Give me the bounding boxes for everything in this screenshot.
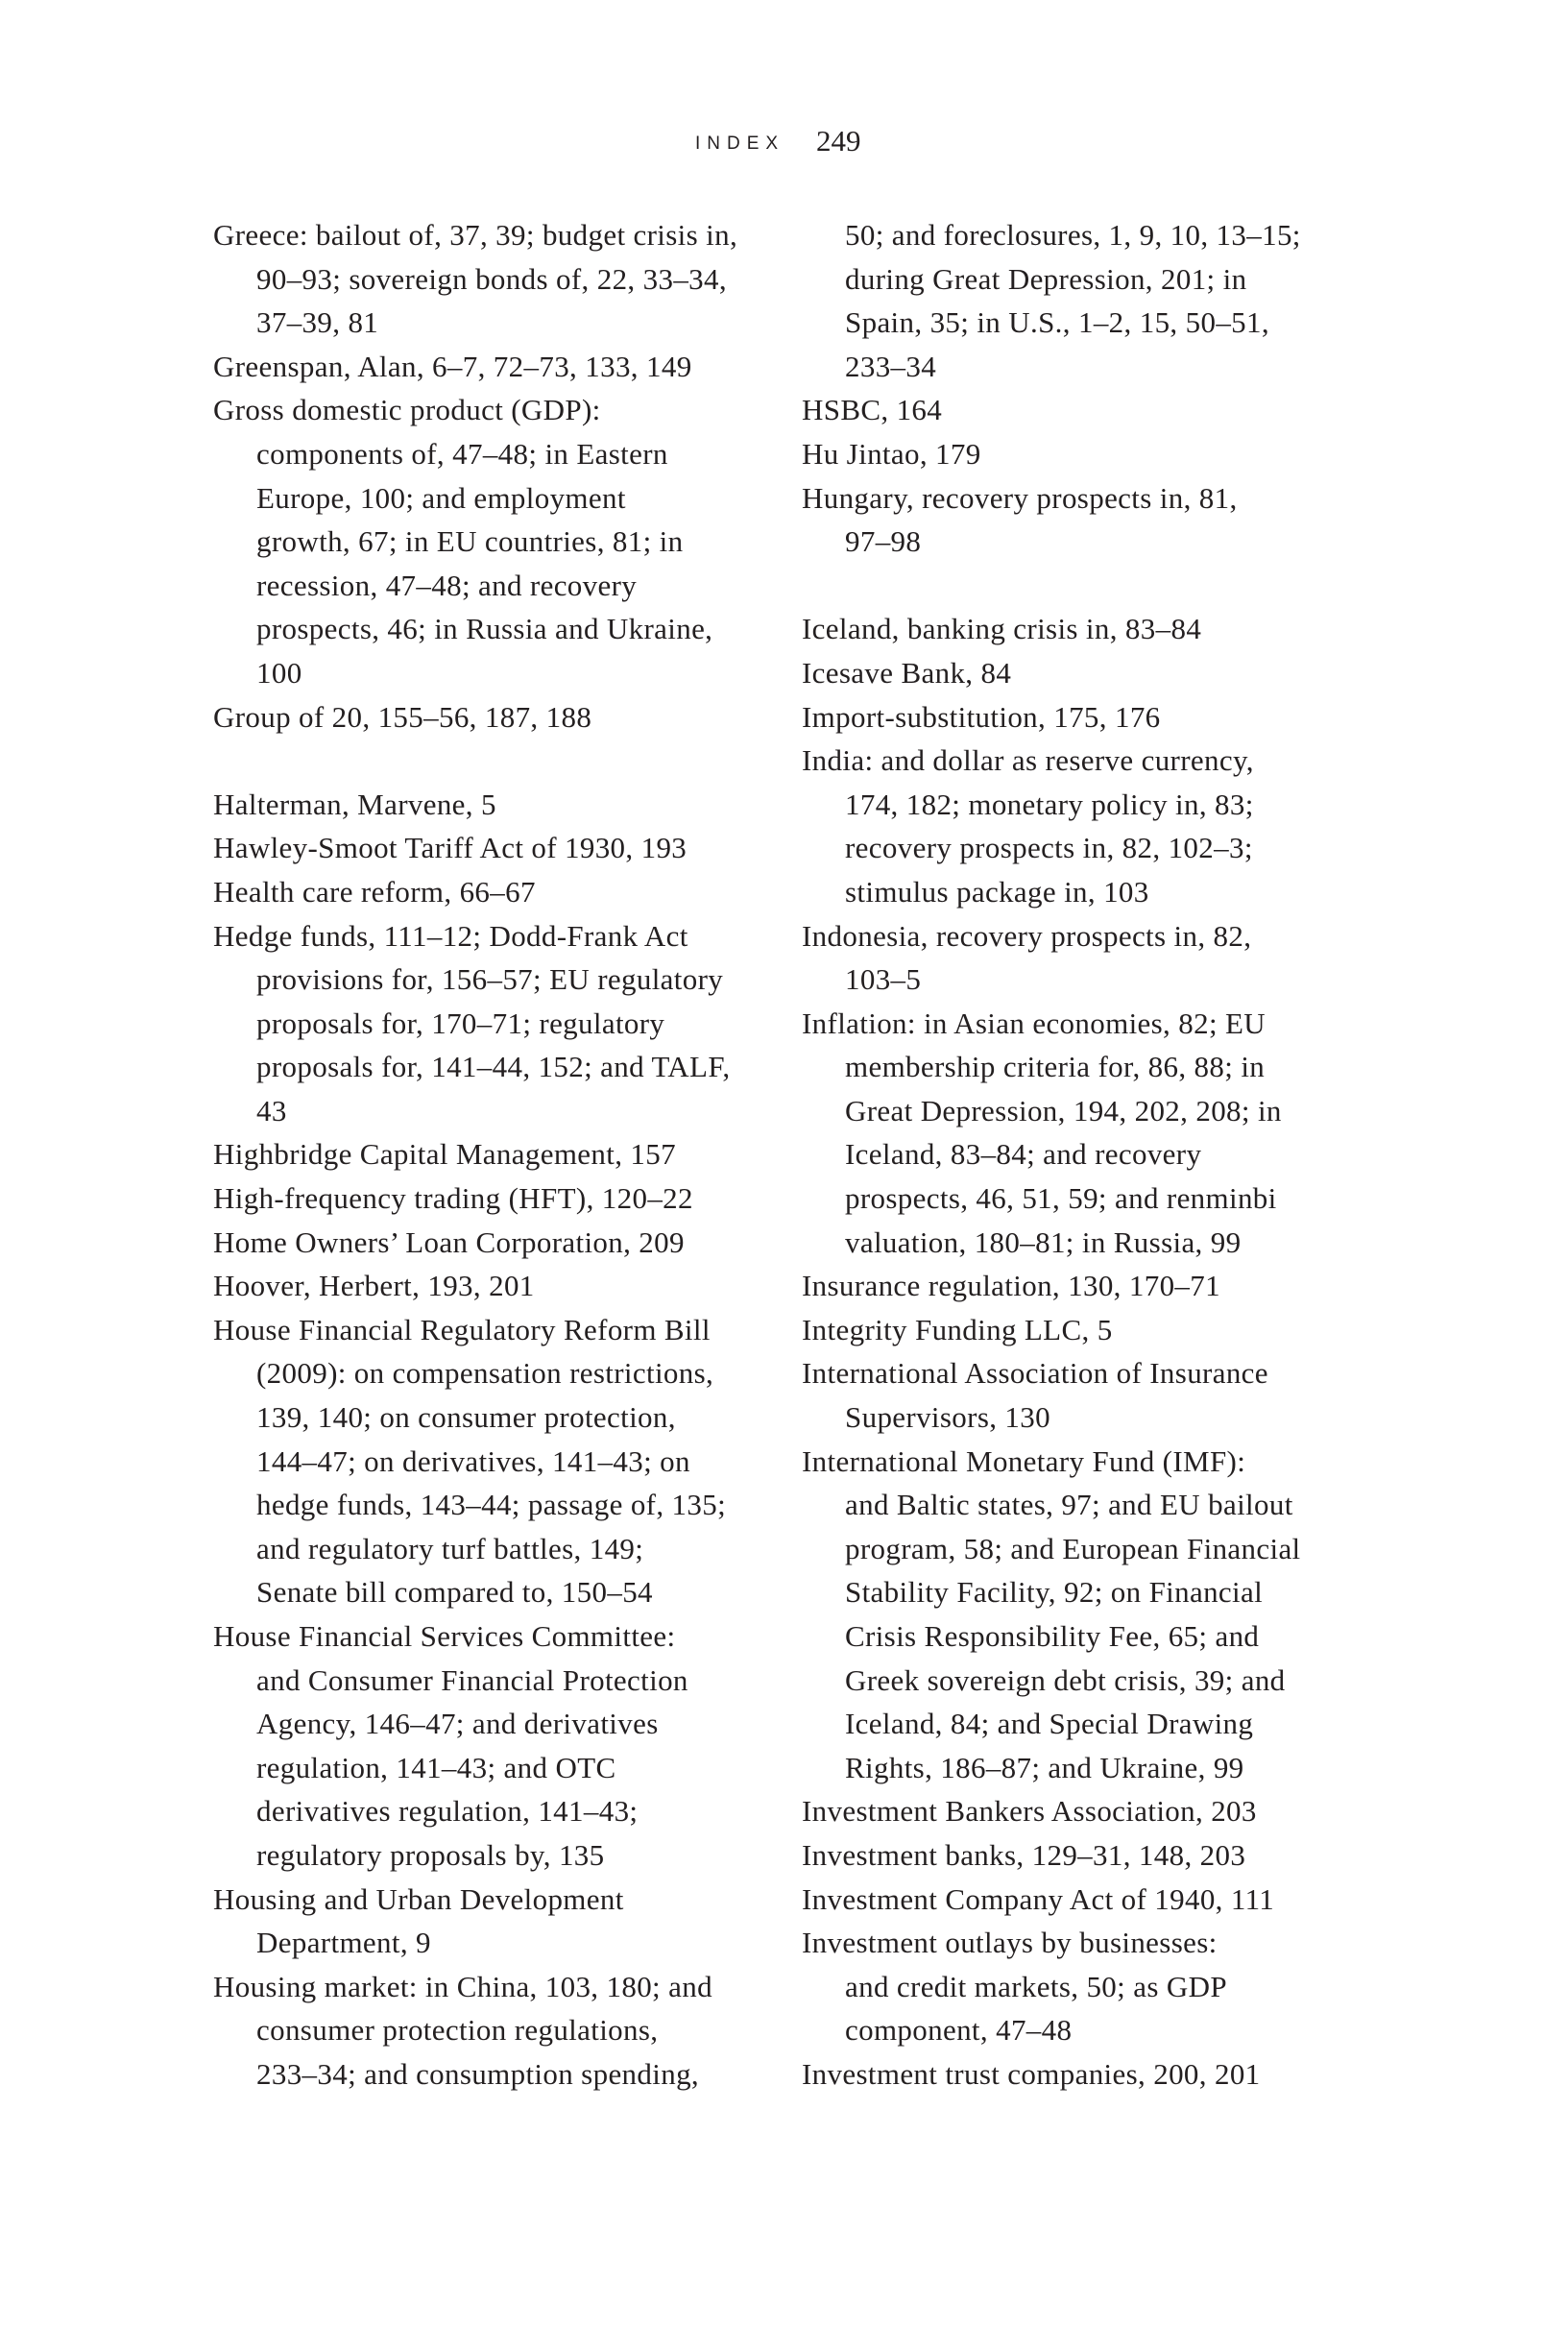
entry-main-line: Hoover, Herbert, 193, 201 <box>213 1269 535 1303</box>
index-entry-inflation <box>802 1002 1378 1265</box>
running-head-label: INDEX <box>695 133 785 154</box>
index-entry-hft <box>213 1176 780 1221</box>
entry-subline: and Consumer Financial Protection <box>256 1662 688 1697</box>
entry-subline: 144–47; on derivatives, 141–43; on <box>256 1443 690 1478</box>
index-entry-indonesia <box>802 914 1378 1002</box>
index-entry-hu-jintao <box>802 432 1378 476</box>
entry-subline: 97–98 <box>845 524 922 559</box>
index-entry-health-care-reform <box>213 870 780 914</box>
entry-subline: hedge funds, 143–44; passage of, 135; <box>256 1488 727 1522</box>
entry-subline: provisions for, 156–57; EU regulatory <box>256 962 724 997</box>
entry-main-line: Greenspan, Alan, 6–7, 72–73, 133, 149 <box>213 349 692 383</box>
index-entry-house-reform-bill <box>213 1308 780 1614</box>
entry-subline: consumer protection regulations, <box>256 2013 659 2048</box>
index-entry-iais <box>802 1351 1378 1439</box>
entry-main-line: HSBC, 164 <box>802 393 943 427</box>
entry-subline: Stability Facility, 92; on Financial <box>845 1575 1264 1610</box>
entry-subline: and credit markets, 50; as GDP <box>845 1969 1227 2003</box>
index-entry-greece <box>213 213 780 345</box>
entry-subline: Europe, 100; and employment <box>256 480 626 515</box>
entry-subline: 90–93; sovereign bonds of, 22, 33–34, <box>256 261 727 296</box>
index-column-right <box>802 213 1378 2097</box>
index-entry-investment-banks <box>802 1833 1378 1878</box>
entry-main-line: Indonesia, recovery prospects in, 82, <box>802 918 1252 953</box>
entry-subline: Crisis Responsibility Fee, 65; and <box>845 1619 1260 1653</box>
entry-main-line: Group of 20, 155–56, 187, 188 <box>213 699 592 734</box>
letter-group-separator <box>802 564 1378 608</box>
entry-subline: (2009): on compensation restrictions, <box>256 1356 714 1391</box>
entry-subline: components of, 47–48; in Eastern <box>256 436 668 471</box>
entry-subline: regulation, 141–43; and OTC <box>256 1750 616 1784</box>
index-entry-hedge-funds <box>213 914 780 1133</box>
index-entry-housing-market <box>213 1965 780 2097</box>
entry-subline: 103–5 <box>845 962 922 997</box>
entry-subline: proposals for, 141–44, 152; and TALF, <box>256 1050 731 1084</box>
running-head <box>0 125 1568 163</box>
entry-subline: 139, 140; on consumer protection, <box>256 1400 676 1435</box>
entry-main-line: Import-substitution, 175, 176 <box>802 699 1161 734</box>
entry-subline: membership criteria for, 86, 88; in <box>845 1050 1266 1084</box>
entry-main-line: Gross domestic product (GDP): <box>213 393 601 427</box>
entry-subline: 233–34 <box>845 349 937 383</box>
entry-subline: Department, 9 <box>256 1926 431 1960</box>
entry-subline: derivatives regulation, 141–43; <box>256 1794 639 1829</box>
entry-main-line: House Financial Regulatory Reform Bill <box>213 1312 711 1346</box>
entry-subline: 100 <box>256 655 302 690</box>
entry-subline: 37–39, 81 <box>256 305 379 340</box>
entry-subline: during Great Depression, 201; in <box>845 261 1247 296</box>
entry-subline: prospects, 46, 51, 59; and renminbi <box>845 1181 1277 1216</box>
entry-main-line: Icesave Bank, 84 <box>802 655 1012 690</box>
entry-subline: prospects, 46; in Russia and Ukraine, <box>256 612 713 646</box>
index-entry-housing-market-continued <box>802 213 1378 388</box>
index-entry-investment-bankers-association <box>802 1789 1378 1833</box>
index-entry-greenspan <box>213 345 780 389</box>
entry-subline: proposals for, 170–71; regulatory <box>256 1006 665 1040</box>
index-entry-group-of-20 <box>213 695 780 740</box>
index-column-left <box>213 213 780 2097</box>
letter-group-separator <box>213 739 780 783</box>
entry-main-line: Hu Jintao, 179 <box>802 436 981 471</box>
entry-main-line: International Association of Insurance <box>802 1356 1268 1391</box>
entry-subline: Supervisors, 130 <box>845 1400 1050 1435</box>
index-entry-india <box>802 739 1378 913</box>
index-entry-hsbc <box>802 388 1378 432</box>
entry-subline: recovery prospects in, 82, 102–3; <box>845 831 1253 865</box>
entry-subline: 174, 182; monetary policy in, 83; <box>845 787 1254 821</box>
entry-subline: Senate bill compared to, 150–54 <box>256 1575 653 1610</box>
entry-main-line: Insurance regulation, 130, 170–71 <box>802 1269 1220 1303</box>
entry-subline: valuation, 180–81; in Russia, 99 <box>845 1224 1242 1259</box>
entry-main-line: Inflation: in Asian economies, 82; EU <box>802 1006 1266 1040</box>
index-entry-investment-company-act <box>802 1878 1378 1922</box>
entry-subline: component, 47–48 <box>845 2013 1073 2048</box>
entry-subline: program, 58; and European Financial <box>845 1531 1301 1565</box>
entry-main-line: Integrity Funding LLC, 5 <box>802 1312 1113 1346</box>
index-entry-investment-outlays <box>802 1921 1378 2052</box>
index-entry-imf <box>802 1440 1378 1790</box>
entry-subline: 50; and foreclosures, 1, 9, 10, 13–15; <box>845 218 1301 252</box>
index-entry-insurance-regulation <box>802 1264 1378 1308</box>
entry-main-line: Housing market: in China, 103, 180; and <box>213 1969 712 2003</box>
entry-main-line: Halterman, Marvene, 5 <box>213 787 496 821</box>
entry-main-line: Hawley-Smoot Tariff Act of 1930, 193 <box>213 831 688 865</box>
entry-subline: Iceland, 83–84; and recovery <box>845 1137 1202 1172</box>
entry-main-line: International Monetary Fund (IMF): <box>802 1443 1246 1478</box>
entry-main-line: Hedge funds, 111–12; Dodd-Frank Act <box>213 918 688 953</box>
entry-main-line: Health care reform, 66–67 <box>213 874 536 909</box>
entry-subline: recession, 47–48; and recovery <box>256 568 638 602</box>
index-entry-hud <box>213 1878 780 1965</box>
entry-main-line: Investment Company Act of 1940, 111 <box>802 1881 1275 1916</box>
entry-main-line: Investment trust companies, 200, 201 <box>802 2056 1261 2091</box>
index-entry-highbridge <box>213 1132 780 1176</box>
entry-subline: Iceland, 84; and Special Drawing <box>845 1707 1254 1741</box>
entry-subline: regulatory proposals by, 135 <box>256 1837 605 1872</box>
index-entry-import-substitution <box>802 695 1378 740</box>
entry-subline: Great Depression, 194, 202, 208; in <box>845 1093 1282 1128</box>
index-entry-iceland <box>802 607 1378 651</box>
entry-subline: growth, 67; in EU countries, 81; in <box>256 524 684 559</box>
index-entry-hoover <box>213 1264 780 1308</box>
entry-main-line: Highbridge Capital Management, 157 <box>213 1137 676 1172</box>
entry-subline: and regulatory turf battles, 149; <box>256 1531 644 1565</box>
index-entry-icesave <box>802 651 1378 695</box>
entry-main-line: Investment banks, 129–31, 148, 203 <box>802 1837 1246 1872</box>
entry-subline: and Baltic states, 97; and EU bailout <box>845 1488 1293 1522</box>
index-entry-hungary <box>802 476 1378 564</box>
entry-main-line: Home Owners’ Loan Corporation, 209 <box>213 1224 685 1259</box>
entry-subline: stimulus package in, 103 <box>845 874 1149 909</box>
index-entry-gdp <box>213 388 780 694</box>
index-entry-integrity-funding <box>802 1308 1378 1352</box>
entry-main-line: Iceland, banking crisis in, 83–84 <box>802 612 1202 646</box>
entry-main-line: House Financial Services Committee: <box>213 1619 676 1653</box>
entry-subline: 233–34; and consumption spending, <box>256 2056 700 2091</box>
entry-main-line: Investment Bankers Association, 203 <box>802 1794 1257 1829</box>
entry-subline: Agency, 146–47; and derivatives <box>256 1707 659 1741</box>
index-entry-house-services-committee <box>213 1614 780 1878</box>
entry-subline: Spain, 35; in U.S., 1–2, 15, 50–51, <box>845 305 1269 340</box>
entry-main-line: Greece: bailout of, 37, 39; budget crisis in, <box>213 218 738 252</box>
index-entry-halterman <box>213 783 780 827</box>
entry-main-line: Housing and Urban Development <box>213 1881 624 1916</box>
entry-main-line: Investment outlays by businesses: <box>802 1926 1218 1960</box>
entry-main-line: Hungary, recovery prospects in, 81, <box>802 480 1238 515</box>
index-entry-investment-trust-companies <box>802 2052 1378 2097</box>
entry-subline: Rights, 186–87; and Ukraine, 99 <box>845 1750 1244 1784</box>
index-entry-home-owners-loan <box>213 1221 780 1265</box>
entry-subline: Greek sovereign debt crisis, 39; and <box>845 1662 1286 1697</box>
entry-subline: 43 <box>256 1093 287 1128</box>
entry-main-line: High-frequency trading (HFT), 120–22 <box>213 1181 693 1216</box>
page-number: 249 <box>816 124 861 158</box>
entry-main-line: India: and dollar as reserve currency, <box>802 743 1254 778</box>
index-entry-hawley-smoot <box>213 826 780 870</box>
